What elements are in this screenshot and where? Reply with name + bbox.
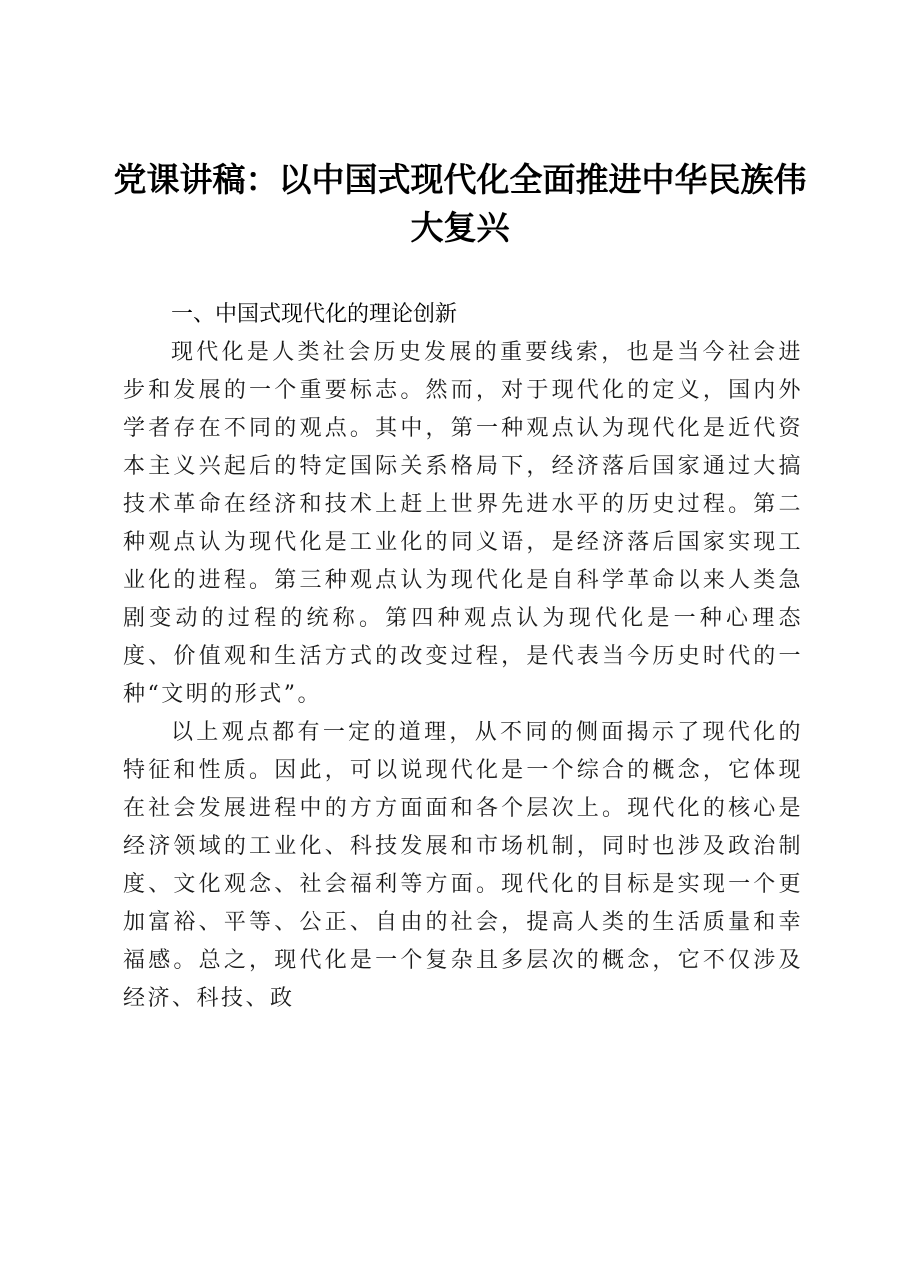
paragraph-2: 以上观点都有一定的道理，从不同的侧面揭示了现代化的特征和性质。因此，可以说现代化是一个综合的概念，它体现在社会发展进程中的方方面面和各个层次上。现代化的核心是经济领域的工业化、科技发展和市场机制，同时也涉及政治制度、文化观念、社会福利等方面。现代化的目标是实现一个更加富裕、平等、公正、自由的社会，提高人类的生活质量和幸福感。总之，现代化是一个复杂且多层次的概念，它不仅涉及经济、科技、政: [123, 720, 803, 1011]
paragraph-1: 现代化是人类社会历史发展的重要线索，也是当今社会进步和发展的一个重要标志。然而，对于现代化的定义，国内外学者存在不同的观点。其中，第一种观点认为现代化是近代资本主义兴起后的特定国际关系格局下，经济落后国家通过大搞技术革命在经济和技术上赶上世界先进水平的历史过程。第二种观点认为现代化是工业化的同义语，是经济落后国家实现工业化的进程。第三种观点认为现代化是自科学革命以来人类急剧变动的过程的统称。第四种观点认为现代化是一种心理态度、价值观和生活方式的改变过程，是代表当今历史时代的一种“文明的形式”。: [123, 340, 803, 707]
document-title: 党课讲稿：以中国式现代化全面推进中华民族伟大复兴: [113, 160, 807, 247]
document-body: [123, 296, 803, 1018]
section-heading: 一、中国式现代化的理论创新: [171, 302, 458, 327]
